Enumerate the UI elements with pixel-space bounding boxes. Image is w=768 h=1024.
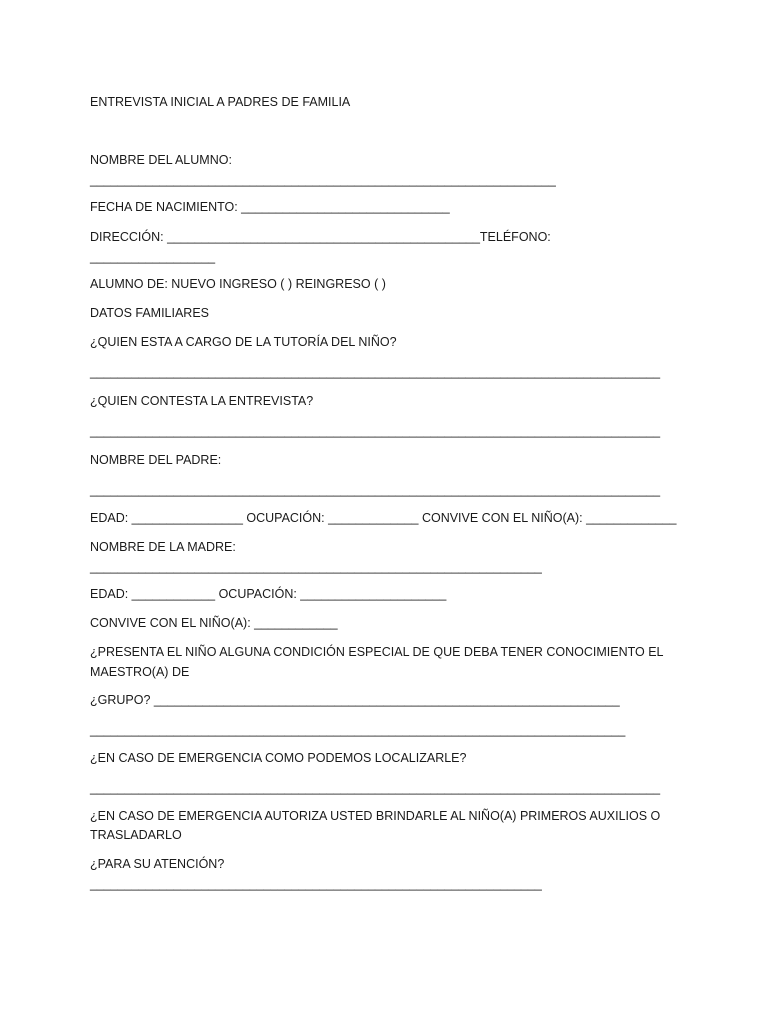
emergency-contact-question: ¿EN CASO DE EMERGENCIA COMO PODEMOS LOCALIZARLE? [90, 751, 467, 765]
student-name-blank[interactable]: ___________________________________________________________________ [90, 173, 556, 187]
student-name-label: NOMBRE DEL ALUMNO: [90, 153, 232, 167]
tutor-question: ¿QUIEN ESTA A CARGO DE LA TUTORÍA DEL NIÑO? [90, 335, 397, 349]
special-condition-question-1: ¿PRESENTA EL NIÑO ALGUNA CONDICIÓN ESPECIAL DE QUE DEBA TENER CONOCIMIENTO EL [90, 645, 664, 659]
mother-name-blank[interactable]: _________________________________________________________________ [90, 560, 542, 574]
father-name-blank[interactable]: __________________________________________________________________________________ [90, 483, 661, 497]
group-line[interactable]: ¿GRUPO? ___________________________________________________________________ [90, 693, 620, 707]
mother-details-line[interactable]: EDAD: ____________ OCUPACIÓN: _____________________ [90, 587, 447, 601]
father-details-line[interactable]: EDAD: ________________ OCUPACIÓN: _____________ CONVIVE CON EL NIÑO(A): _____________ [90, 511, 677, 525]
attention-answer-blank[interactable]: _________________________________________________________________ [90, 877, 542, 891]
respondent-question: ¿QUIEN CONTESTA LA ENTREVISTA? [90, 394, 314, 408]
birth-date-line[interactable]: FECHA DE NACIMIENTO: ______________________________ [90, 200, 450, 214]
special-condition-question-2: MAESTRO(A) DE [90, 665, 190, 679]
respondent-answer-blank[interactable]: __________________________________________________________________________________ [90, 424, 661, 438]
first-aid-question-2: TRASLADARLO [90, 828, 182, 842]
father-name-label: NOMBRE DEL PADRE: [90, 453, 222, 467]
emergency-contact-blank[interactable]: __________________________________________________________________________________ [90, 781, 661, 795]
mother-lives-with-child-line[interactable]: CONVIVE CON EL NIÑO(A): ____________ [90, 616, 338, 630]
enrollment-type-line[interactable]: ALUMNO DE: NUEVO INGRESO ( ) REINGRESO ( ) [90, 277, 386, 291]
attention-question: ¿PARA SU ATENCIÓN? [90, 857, 225, 871]
phone-blank[interactable]: __________________ [90, 250, 216, 264]
first-aid-question-1: ¿EN CASO DE EMERGENCIA AUTORIZA USTED BRINDARLE AL NIÑO(A) PRIMEROS AUXILIOS O [90, 809, 661, 823]
family-data-heading: DATOS FAMILIARES [90, 306, 210, 320]
tutor-answer-blank[interactable]: __________________________________________________________________________________ [90, 365, 661, 379]
mother-name-label: NOMBRE DE LA MADRE: [90, 540, 236, 554]
address-phone-line[interactable]: DIRECCIÓN: _____________________________________________TELÉFONO: [90, 230, 551, 244]
document-title: ENTREVISTA INICIAL A PADRES DE FAMILIA [90, 95, 351, 109]
group-answer-blank[interactable]: _____________________________________________________________________________ [90, 723, 626, 737]
